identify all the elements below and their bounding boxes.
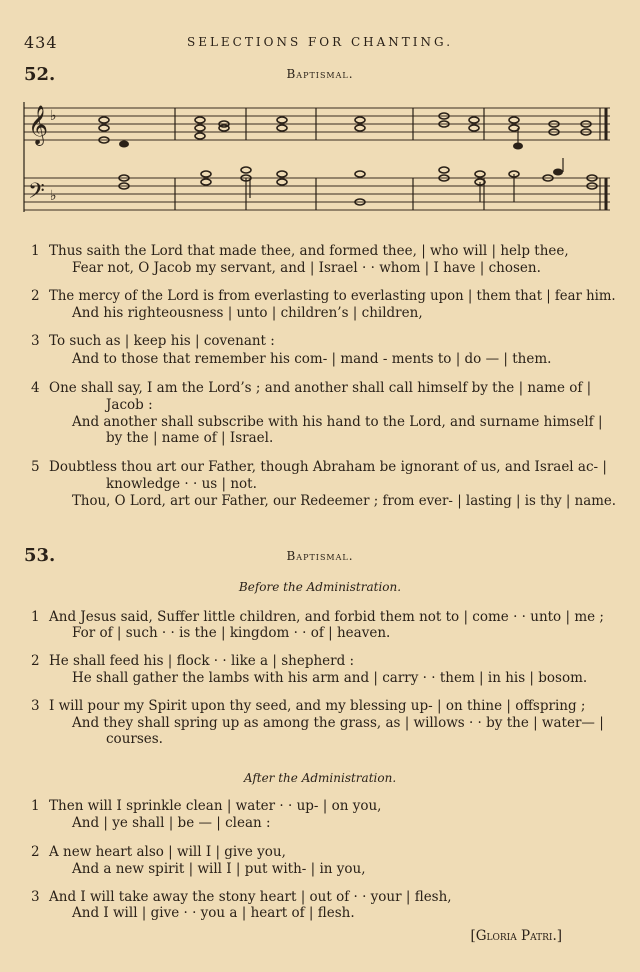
chant-music-score [20,98,620,216]
verse-text-line: And they shall spring up as among the grass, as | willows · · by the | water— | [72,715,604,731]
verse-text-line: And a new spirit | will I | put with- | in you, [72,861,366,877]
note-head [241,167,251,173]
note-head [277,171,287,177]
verse-number: 2 [31,288,40,304]
verse-text-line: And I will | give · · you a | heart of | flesh. [72,905,355,921]
verse-text-line: And another shall subscribe with his hand to the Lord, and surname himself | [72,414,603,430]
note-head [277,125,287,131]
note-head [355,117,365,123]
note-head [195,117,205,123]
note-head [99,117,109,123]
page-number: 434 [24,33,58,52]
running-title: SELECTIONS FOR CHANTING. [186,35,454,49]
verse-text-line: For of | such · · is the | kingdom · · of | heaven. [72,625,391,641]
verse-number: 1 [31,798,40,814]
verse-text-line: He shall gather the lambs with his arm and | carry · · them | in his | bosom. [72,670,588,686]
before-administration-heading: Before the Administration. [238,580,402,594]
verse-text-line: Jacob : [106,397,153,413]
verse-text-line: And Jesus said, Suffer little children, and forbid them not to | come · · unto | me ; [49,609,604,625]
verse-text-line: The mercy of the Lord is from everlasting to everlasting upon | them that | fear him. [49,288,616,304]
verse-number: 2 [31,653,40,669]
verse-text-line: courses. [106,731,163,747]
note-head [201,171,211,177]
treble-clef-icon: 𝄞 [28,105,49,145]
note-head [469,117,479,123]
verse-text-line: Then will I sprinkle clean | water · · up- | on you, [49,798,382,814]
verse-text-line: And to those that remember his com- | mand - ments to | do — | them. [72,351,552,367]
note-head [469,125,479,131]
flat-sign-icon: ♭ [50,108,57,124]
after-administration-heading: After the Administration. [243,771,397,785]
note-head [509,117,519,123]
verse-number: 3 [31,889,40,905]
verse-text-line: He shall feed his | flock · · like a | shepherd : [49,653,355,669]
verse-text-line: by the | name of | Israel. [106,430,274,446]
verse-text-line: One shall say, I am the Lord’s ; and another shall call himself by the | name of | [49,380,592,396]
verse-text-line: knowledge · · us | not. [106,476,257,492]
note-head [195,133,205,139]
verse-text-line: And I will take away the stony heart | out of · · your | flesh, [49,889,452,905]
note-head [277,179,287,185]
verse-number: 4 [31,380,40,396]
verse-number: 2 [31,844,40,860]
flat-sign-icon: ♭ [50,188,57,204]
note-head [219,125,229,131]
chant-52-number: 52. [24,64,56,85]
chant-52-title: Baptismal. [286,67,354,81]
note-head [439,167,449,173]
verse-text-line: Fear not, O Jacob my servant, and | Israel · · whom | I have | chosen. [72,260,541,276]
note-head [355,171,365,177]
note-head [119,141,129,148]
note-head [355,125,365,131]
verse-text-line: Thou, O Lord, art our Father, our Redeemer ; from ever- | lasting | is thy | name. [72,493,617,509]
verse-text-line: I will pour my Spirit upon thy seed, and my blessing up- | on thine | offspring ; [49,698,586,714]
verse-text-line: A new heart also | will I | give you, [49,844,286,860]
verse-text-line: And | ye shall | be — | clean : [72,815,271,831]
verse-text-line: Doubtless thou art our Father, though Abraham be ignorant of us, and Israel ac- | [49,459,607,475]
note-head [195,125,205,131]
verse-number: 3 [31,333,40,349]
note-head [99,125,109,131]
verse-number: 3 [31,698,40,714]
verse-text-line: And his righteousness | unto | children’s | children, [72,305,423,321]
verse-text-line: Thus saith the Lord that made thee, and formed thee, | who will | help thee, [49,243,569,259]
verse-number: 5 [31,459,40,475]
verse-text-line: To such as | keep his | covenant : [49,333,275,349]
bass-clef-icon: 𝄢 [28,179,45,209]
verse-number: 1 [31,609,40,625]
note-head [201,179,211,185]
verse-number: 1 [31,243,40,259]
note-head [553,169,563,176]
note-head [277,117,287,123]
gloria-patri-note: [Gloria Patri.] [470,928,562,944]
note-head [475,171,485,177]
chant-53-title: Baptismal. [286,549,354,563]
chant-53-number: 53. [24,545,56,566]
